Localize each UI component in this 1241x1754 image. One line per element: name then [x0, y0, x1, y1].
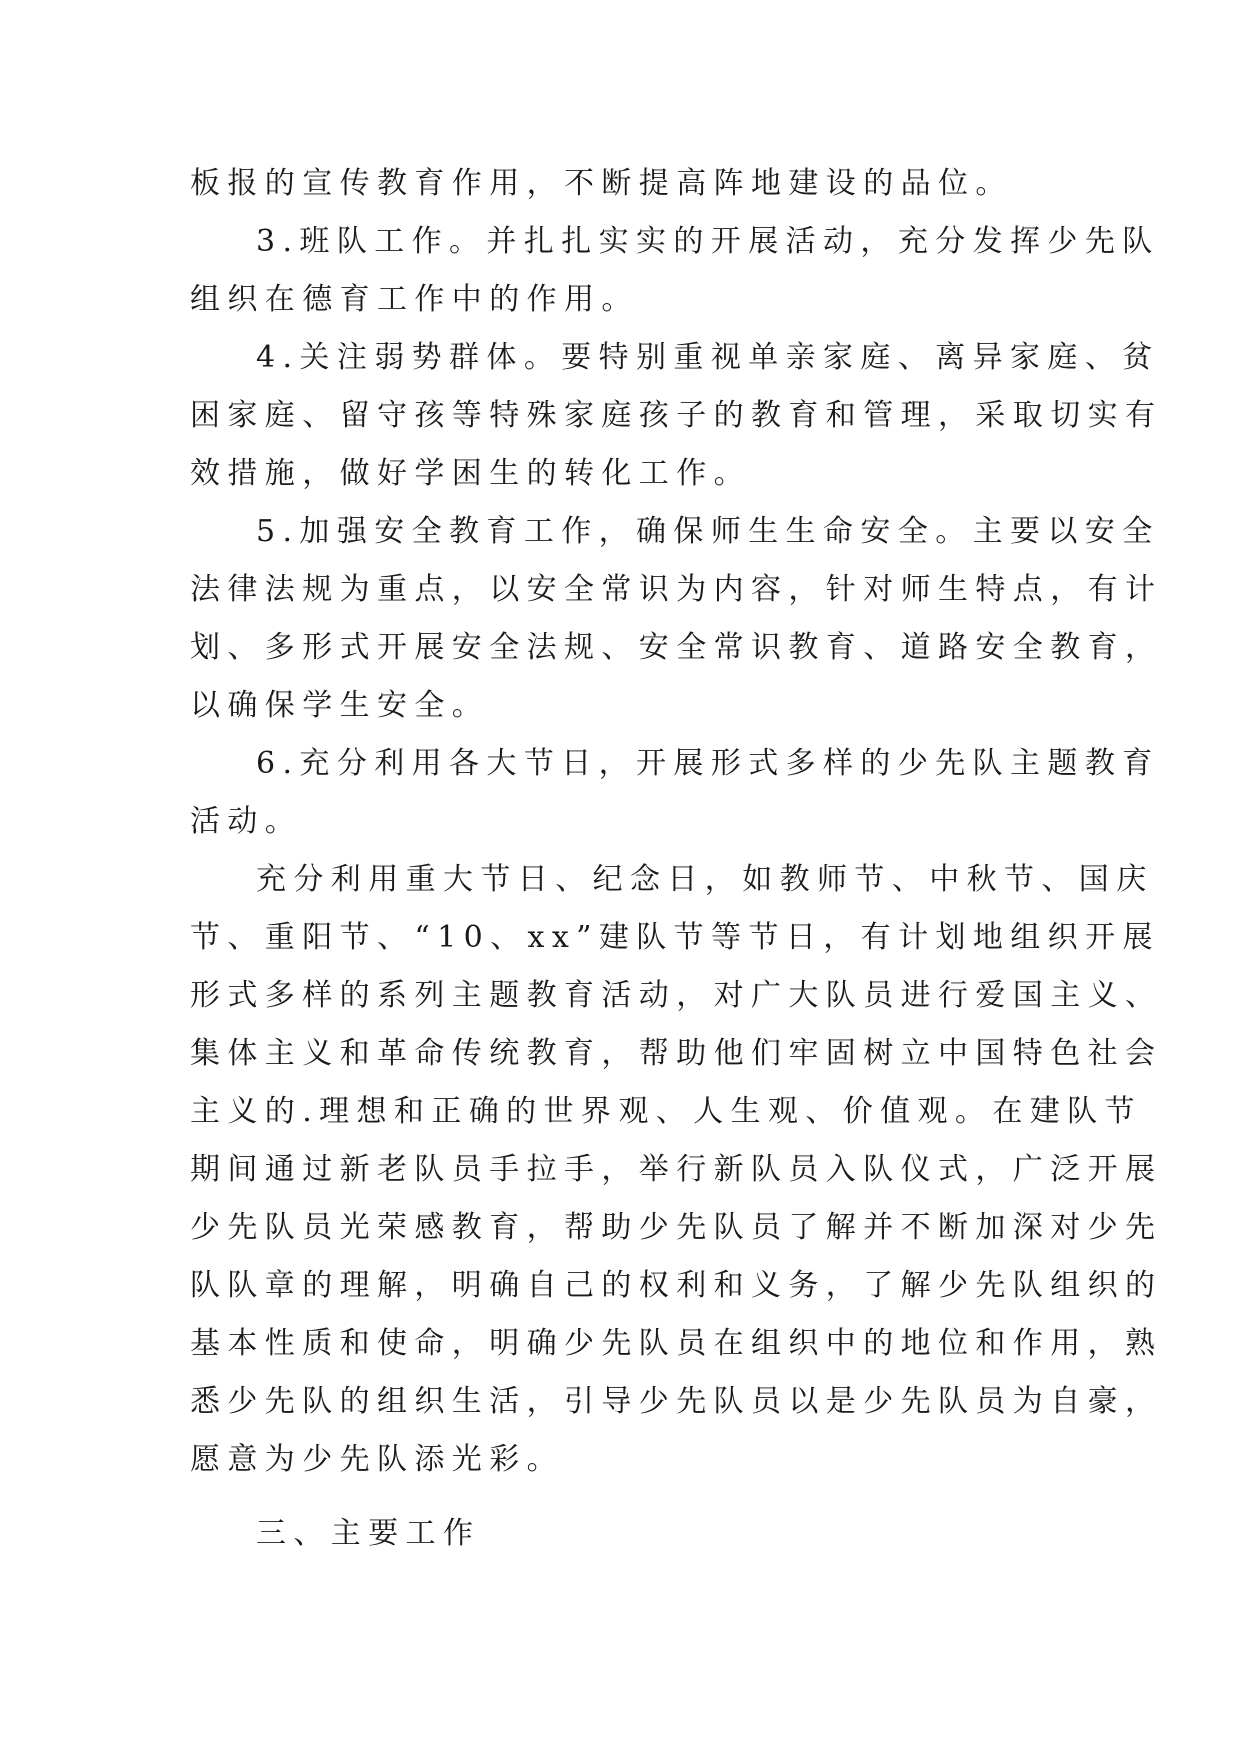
paragraph-gap [190, 1489, 1050, 1505]
text-line: 3.班队工作。并扎扎实实的开展活动，充分发挥少先队 [256, 224, 1160, 259]
text-line: 板报的宣传教育作用，不断提高阵地建设的品位。 [190, 166, 1013, 201]
text-line: 4.关注弱势群体。要特别重视单亲家庭、离异家庭、贫 [256, 340, 1160, 375]
text-line: 队队章的理解，明确自己的权利和义务，了解少先队组织的 [190, 1268, 1163, 1303]
text-line: 活动。 [190, 804, 303, 839]
text-line: 期间通过新老队员手拉手，举行新队员入队仪式，广泛开展 [190, 1152, 1163, 1187]
text-line: 主义的.理想和正确的世界观、人生观、价值观。在建队节 [190, 1094, 1142, 1129]
text-line: 6.充分利用各大节日，开展形式多样的少先队主题教育 [256, 746, 1160, 781]
text-line: 愿意为少先队添光彩。 [190, 1442, 564, 1477]
text-line: 基本性质和使命，明确少先队员在组织中的地位和作用，熟 [190, 1326, 1163, 1361]
text-line: 形式多样的系列主题教育活动，对广大队员进行爱国主义、 [190, 978, 1163, 1013]
text-line: 困家庭、留守孩等特殊家庭孩子的教育和管理，采取切实有 [190, 398, 1163, 433]
text-line: 划、多形式开展安全法规、安全常识教育、道路安全教育， [190, 630, 1163, 665]
text-line: 悉少先队的组织生活，引导少先队员以是少先队员为自豪， [190, 1384, 1163, 1419]
text-line: 节、重阳节、“10、xx”建队节等节日，有计划地组织开展 [190, 920, 1160, 955]
text-line: 少先队员光荣感教育，帮助少先队员了解并不断加深对少先 [190, 1210, 1163, 1245]
text-line: 充分利用重大节日、纪念日，如教师节、中秋节、国庆 [256, 862, 1154, 897]
text-line: 集体主义和革命传统教育，帮助他们牢固树立中国特色社会 [190, 1036, 1163, 1071]
text-line: 效措施，做好学困生的转化工作。 [190, 456, 751, 491]
document-body [190, 155, 1163, 1563]
text-line: 组织在德育工作中的作用。 [190, 282, 639, 317]
text-line: 以确保学生安全。 [190, 688, 490, 723]
text-line: 法律法规为重点，以安全常识为内容，针对师生特点，有计 [190, 572, 1163, 607]
text-line: 5.加强安全教育工作，确保师生生命安全。主要以安全 [256, 514, 1160, 549]
section-heading: 三、主要工作 [256, 1516, 481, 1551]
